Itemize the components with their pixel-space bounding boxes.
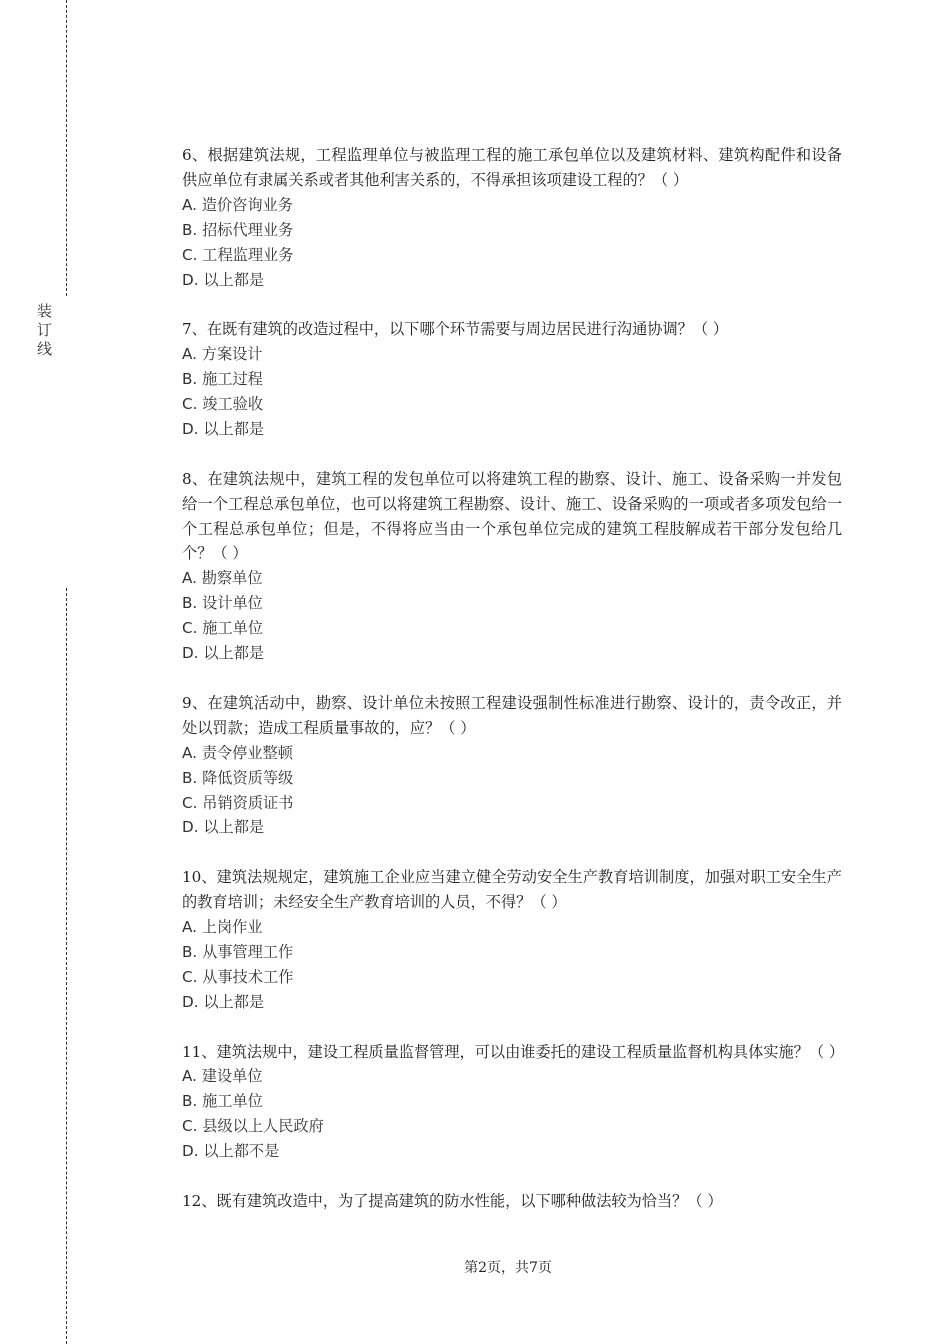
question <box>182 143 842 292</box>
binding-char: 线 <box>37 340 53 358</box>
answer-option: D. 以上都是 <box>182 818 265 837</box>
binding-label <box>37 302 55 359</box>
answer-option: A. 造价咨询业务 <box>182 195 293 214</box>
answer-option: D. 以上都是 <box>182 992 265 1011</box>
answer-option: B. 施工单位 <box>182 1092 263 1111</box>
binding-char: 订 <box>37 321 53 339</box>
question-stem: 10、建筑法规规定，建筑施工企业应当建立健全劳动安全生产教育培训制度，加强对职工安全生产的教育培训；未经安全生产教育培训的人员，不得？（ ） <box>182 868 842 912</box>
question-list <box>182 143 845 1239</box>
question-stem: 12、既有建筑改造中，为了提高建筑的防水性能，以下哪种做法较为恰当？（ ） <box>182 1191 723 1210</box>
answer-option: C. 吊销资质证书 <box>182 793 294 812</box>
question-stem: 9、在建筑活动中，勘察、设计单位未按照工程建设强制性标准进行勘察、设计的，责令改正，并处以罚款；造成工程质量事故的，应？（ ） <box>182 693 842 737</box>
question-stem: 6、根据建筑法规，工程监理单位与被监理工程的施工承包单位以及建筑材料、建筑构配件和设备供应单位有隶属关系或者其他利害关系的，不得承担该项建设工程的？（ ） <box>182 146 842 189</box>
binding-line-top <box>66 0 67 296</box>
question <box>182 1189 842 1214</box>
answer-option: B. 降低资质等级 <box>182 768 294 787</box>
answer-option: C. 竣工验收 <box>182 395 264 414</box>
answer-option: A. 上岗作业 <box>182 918 263 937</box>
question <box>182 317 842 442</box>
answer-option: D. 以上都是 <box>182 270 265 289</box>
answer-option: D. 以上都是 <box>182 419 265 438</box>
answer-option: D. 以上都是 <box>182 644 265 663</box>
answer-option: B. 施工过程 <box>182 370 263 389</box>
answer-option: B. 设计单位 <box>182 594 263 613</box>
answer-option: A. 责令停业整顿 <box>182 743 293 762</box>
binding-line-bottom <box>66 588 67 1344</box>
answer-option: D. 以上都不是 <box>182 1142 280 1161</box>
answer-option: C. 从事技术工作 <box>182 967 294 986</box>
binding-char: 装 <box>37 302 53 320</box>
question-stem: 8、在建筑法规中，建筑工程的发包单位可以将建筑工程的勘察、设计、施工、设备采购一并发包给一个工程总承包单位，也可以将建筑工程勘察、设计、施工、设备采购的一项或者多项发包给一个工程总承包单位；但是，不得将应当由一个承包单位完成的建筑工程肢解成若干部分发包给几个？（ ） <box>182 469 842 563</box>
answer-option: C. 县级以上人民政府 <box>182 1117 324 1136</box>
answer-option: B. 从事管理工作 <box>182 942 294 961</box>
question-stem: 11、建筑法规中，建设工程质量监督管理，可以由谁委托的建设工程质量监督机构具体实施？（ ） <box>182 1042 845 1061</box>
answer-option: A. 方案设计 <box>182 345 263 364</box>
question <box>182 467 842 666</box>
answer-option: C. 施工单位 <box>182 619 264 638</box>
page-footer: 第2页，共7页 <box>464 1260 552 1276</box>
question <box>182 1040 845 1165</box>
answer-option: A. 建设单位 <box>182 1067 263 1086</box>
question <box>182 691 842 840</box>
answer-option: A. 勘察单位 <box>182 569 263 588</box>
question-stem: 7、在既有建筑的改造过程中，以下哪个环节需要与周边居民进行沟通协调？（ ） <box>182 320 729 339</box>
question <box>182 865 842 1014</box>
answer-option: B. 招标代理业务 <box>182 220 294 239</box>
answer-option: C. 工程监理业务 <box>182 245 294 264</box>
